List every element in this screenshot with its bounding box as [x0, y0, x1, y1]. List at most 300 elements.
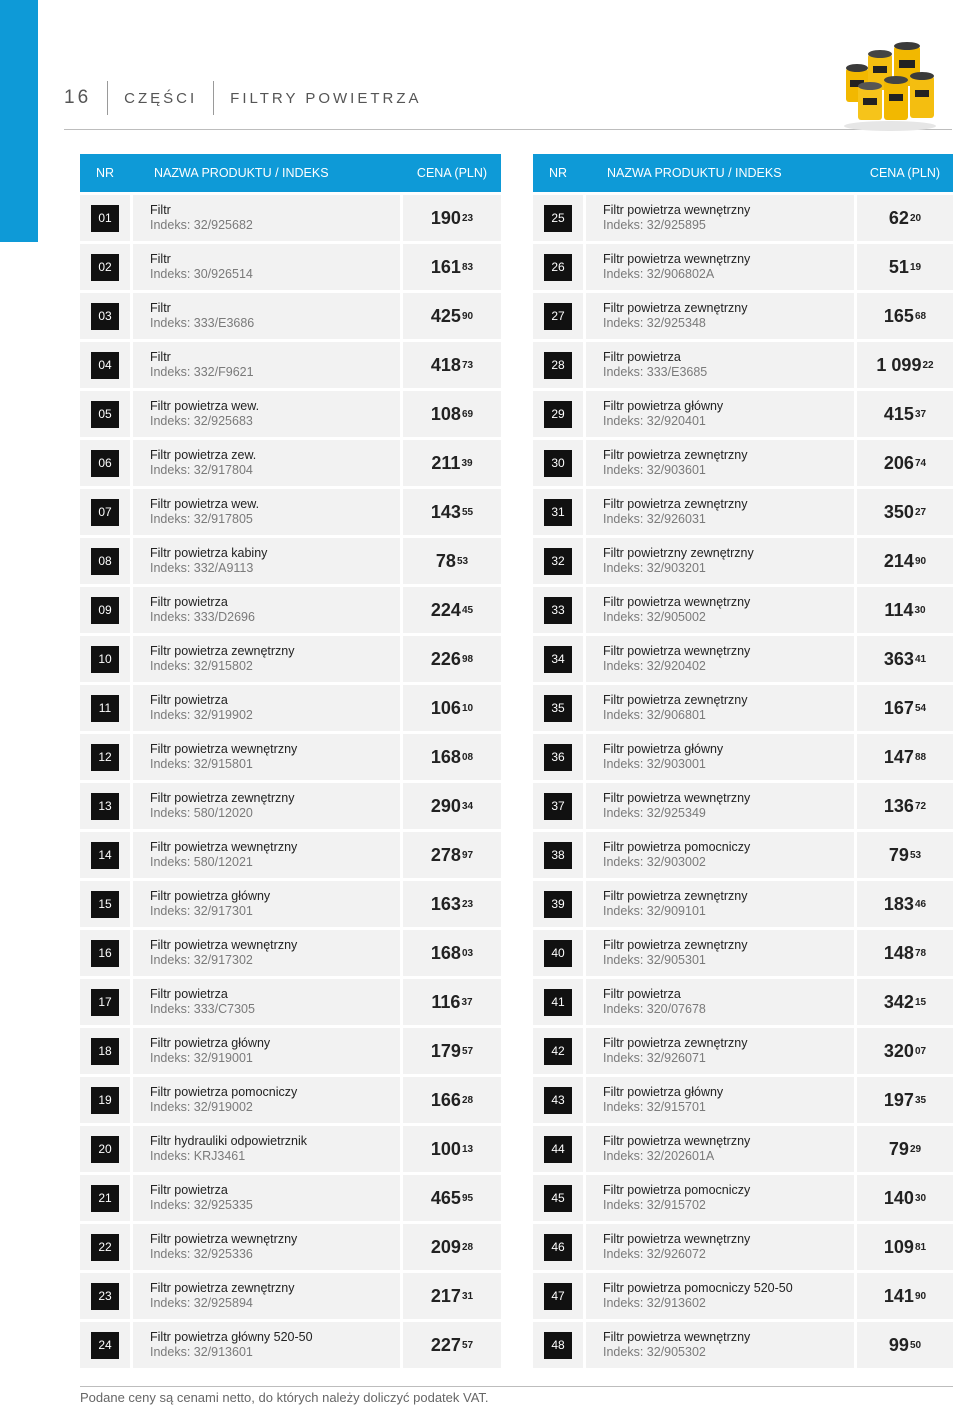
price-cents: 90 [461, 310, 474, 322]
section-title: CZĘŚCI [124, 89, 198, 107]
price-whole: 226 [430, 648, 461, 669]
row-number-cell [533, 636, 583, 682]
product-cell [586, 881, 854, 927]
product-name: Filtr powietrza zewnętrzny [603, 448, 748, 462]
price-cell [857, 1273, 953, 1319]
price-cents: 28 [461, 1094, 474, 1106]
price-cents: 20 [909, 212, 922, 224]
product-index: Indeks: 332/A9113 [150, 561, 254, 575]
price-whole: 190 [430, 207, 461, 228]
row-number-cell [533, 587, 583, 633]
price-cents: 97 [461, 849, 474, 861]
price-whole: 209 [430, 1236, 461, 1257]
row-number: 30 [544, 450, 572, 477]
price-whole: 148 [883, 942, 914, 963]
table-row [80, 1273, 501, 1319]
product-index: Indeks: 32/903601 [603, 463, 706, 477]
price-cell [403, 979, 501, 1025]
row-number: 04 [91, 352, 119, 379]
price-cents: 10 [461, 702, 474, 714]
row-number: 19 [91, 1087, 119, 1114]
product-index: Indeks: 32/903201 [603, 561, 706, 575]
product-cell [586, 587, 854, 633]
product-cell [586, 1028, 854, 1074]
price-cents: 15 [914, 996, 927, 1008]
row-number-cell [80, 930, 130, 976]
table-row [533, 342, 953, 388]
price-cents: 46 [914, 898, 927, 910]
product-name: Filtr [150, 252, 171, 266]
product-cell [586, 979, 854, 1025]
row-number-cell [80, 1028, 130, 1074]
row-number: 21 [91, 1185, 119, 1212]
table-row [533, 832, 953, 878]
price-cents: 88 [914, 751, 927, 763]
price-cell [857, 1077, 953, 1123]
product-index: Indeks: 32/925349 [603, 806, 706, 820]
product-cell [133, 881, 400, 927]
price-cents: 78 [914, 947, 927, 959]
price-whole: 78 [435, 550, 456, 571]
row-number-cell [533, 1175, 583, 1221]
row-number: 36 [544, 744, 572, 771]
price-cell [403, 1175, 501, 1221]
row-number-cell [533, 734, 583, 780]
product-index: Indeks: 32/905302 [603, 1345, 706, 1359]
product-cell [586, 342, 854, 388]
row-number-cell [80, 734, 130, 780]
table-row [80, 538, 501, 584]
price-cell [403, 734, 501, 780]
row-number: 08 [91, 548, 119, 575]
product-cell [586, 734, 854, 780]
table-row [80, 342, 501, 388]
table-row [80, 293, 501, 339]
price-cell [403, 783, 501, 829]
product-index: Indeks: 32/906801 [603, 708, 706, 722]
row-number: 37 [544, 793, 572, 820]
price-whole: 143 [430, 501, 461, 522]
price-whole: 278 [430, 844, 461, 865]
price-cents: 30 [914, 1192, 927, 1204]
product-cell [133, 244, 400, 290]
table-row [533, 1126, 953, 1172]
row-number: 06 [91, 450, 119, 477]
price-cents: 54 [914, 702, 927, 714]
product-cell [586, 1322, 854, 1368]
product-name: Filtr powietrza kabiny [150, 546, 268, 560]
row-number-cell [533, 1028, 583, 1074]
product-name: Filtr powietrza [150, 1183, 228, 1197]
product-index: Indeks: 32/915802 [150, 659, 253, 673]
table-row [80, 685, 501, 731]
row-number-cell [80, 342, 130, 388]
price-cell [857, 1028, 953, 1074]
price-cell [857, 1126, 953, 1172]
price-cell [403, 391, 501, 437]
price-cell [403, 538, 501, 584]
product-name: Filtr [150, 350, 171, 364]
table-row [533, 1175, 953, 1221]
product-name: Filtr powietrza zew. [150, 448, 257, 462]
row-number-cell [533, 1224, 583, 1270]
row-number: 05 [91, 401, 119, 428]
price-cell [857, 538, 953, 584]
price-cell [857, 930, 953, 976]
row-number-cell [80, 783, 130, 829]
price-cell [857, 587, 953, 633]
product-index: Indeks: 32/915702 [603, 1198, 706, 1212]
price-cell [857, 832, 953, 878]
row-number: 17 [91, 989, 119, 1016]
price-cell [857, 1224, 953, 1270]
product-index: Indeks: 333/E3685 [603, 365, 708, 379]
row-number: 48 [544, 1332, 572, 1359]
product-name: Filtr powietrza [150, 595, 228, 609]
row-number-cell [80, 1077, 130, 1123]
row-number: 45 [544, 1185, 572, 1212]
table-row [80, 1322, 501, 1368]
price-cents: 68 [914, 310, 927, 322]
product-index: Indeks: 580/12020 [150, 806, 253, 820]
price-cents: 81 [914, 1241, 927, 1253]
row-number: 43 [544, 1087, 572, 1114]
row-number-cell [533, 538, 583, 584]
product-index: Indeks: 32/925895 [603, 218, 706, 232]
table-row [80, 832, 501, 878]
price-whole: 109 [883, 1236, 914, 1257]
column-header-price: CENA (PLN) [869, 166, 941, 180]
product-name: Filtr powietrza wewnętrzny [603, 1232, 751, 1246]
table-row [533, 244, 953, 290]
product-name: Filtr powietrza główny [150, 889, 271, 903]
product-name: Filtr powietrza pomocniczy [603, 840, 751, 854]
row-number: 44 [544, 1136, 572, 1163]
product-index: Indeks: 32/913602 [603, 1296, 706, 1310]
row-number-cell [533, 685, 583, 731]
table-header [533, 154, 953, 192]
vat-note: Podane ceny są cenami netto, do których należy doliczyć podatek VAT. [80, 1390, 489, 1405]
price-cell [403, 1273, 501, 1319]
product-cell [133, 1322, 400, 1368]
row-number-cell [80, 489, 130, 535]
table-body [533, 195, 953, 1368]
product-name: Filtr powietrza główny [603, 742, 724, 756]
product-name: Filtr powietrza zewnętrzny [150, 644, 295, 658]
price-cell [403, 244, 501, 290]
product-name: Filtr powietrza wewnętrzny [603, 1330, 751, 1344]
product-index: Indeks: 32/915701 [603, 1100, 706, 1114]
product-index: Indeks: 32/909101 [603, 904, 706, 918]
price-cents: 23 [461, 212, 474, 224]
product-cell [586, 440, 854, 486]
product-index: Indeks: 32/905301 [603, 953, 706, 967]
header-rule [64, 129, 952, 130]
row-number-cell [80, 391, 130, 437]
product-name: Filtr powietrza zewnętrzny [603, 497, 748, 511]
table-row [80, 489, 501, 535]
product-cell [586, 1077, 854, 1123]
product-name: Filtr powietrza zewnętrzny [150, 1281, 295, 1295]
price-cell [403, 587, 501, 633]
row-number-cell [533, 1322, 583, 1368]
table-row [533, 734, 953, 780]
product-cell [586, 930, 854, 976]
product-index: Indeks: 32/926072 [603, 1247, 706, 1261]
product-cell [133, 930, 400, 976]
product-name: Filtr powietrza zewnętrzny [603, 889, 748, 903]
row-number-cell [80, 1175, 130, 1221]
row-number: 11 [91, 695, 119, 722]
price-cents: 30 [914, 604, 926, 616]
table-body [80, 195, 501, 1368]
price-whole: 161 [430, 256, 461, 277]
product-cell [133, 440, 400, 486]
product-name: Filtr powietrza wewnętrzny [150, 938, 298, 952]
price-whole: 51 [888, 256, 909, 277]
product-index: Indeks: 32/925894 [150, 1296, 253, 1310]
price-cents: 72 [914, 800, 927, 812]
table-row [533, 685, 953, 731]
product-name: Filtr powietrzny zewnętrzny [603, 546, 754, 560]
product-index: Indeks: 333/D2696 [150, 610, 255, 624]
row-number-cell [533, 979, 583, 1025]
table-row [533, 930, 953, 976]
price-whole: 418 [430, 354, 461, 375]
row-number-cell [80, 440, 130, 486]
price-whole: 214 [883, 550, 914, 571]
row-number-cell [533, 832, 583, 878]
row-number: 09 [91, 597, 119, 624]
price-cents: 19 [909, 261, 922, 273]
product-cell [586, 685, 854, 731]
price-whole: 227 [430, 1334, 461, 1355]
product-cell [133, 1077, 400, 1123]
row-number: 10 [91, 646, 119, 673]
table-row [533, 783, 953, 829]
row-number-cell [80, 1322, 130, 1368]
product-name: Filtr powietrza wewnętrzny [603, 595, 751, 609]
row-number-cell [80, 1126, 130, 1172]
price-cents: 50 [909, 1339, 922, 1351]
row-number-cell [80, 881, 130, 927]
product-cell [133, 391, 400, 437]
product-index: Indeks: 32/202601A [603, 1149, 715, 1163]
product-cell [133, 489, 400, 535]
price-whole: 224 [430, 599, 461, 620]
table-row [533, 1273, 953, 1319]
product-cell [586, 391, 854, 437]
table-row [533, 636, 953, 682]
price-whole: 163 [430, 893, 461, 914]
table-row [533, 391, 953, 437]
table-row [533, 538, 953, 584]
row-number: 20 [91, 1136, 119, 1163]
row-number-cell [533, 440, 583, 486]
product-name: Filtr powietrza zewnętrzny [603, 938, 748, 952]
product-name: Filtr powietrza główny [150, 1036, 271, 1050]
product-name: Filtr powietrza wewnętrzny [150, 840, 298, 854]
product-name: Filtr powietrza [603, 350, 681, 364]
price-cell [403, 832, 501, 878]
table-row [533, 293, 953, 339]
price-cents: 74 [914, 457, 927, 469]
row-number: 18 [91, 1038, 119, 1065]
price-cell [857, 244, 953, 290]
price-cents: 95 [461, 1192, 474, 1204]
price-cell [403, 930, 501, 976]
product-name: Filtr powietrza wewnętrzny [603, 203, 751, 217]
row-number: 41 [544, 989, 572, 1016]
row-number: 39 [544, 891, 572, 918]
row-number: 31 [544, 499, 572, 526]
row-number: 07 [91, 499, 119, 526]
product-name: Filtr powietrza zewnętrzny [603, 1036, 748, 1050]
product-cell [586, 783, 854, 829]
product-index: Indeks: 320/07678 [603, 1002, 706, 1016]
product-index: Indeks: 32/913601 [150, 1345, 253, 1359]
price-cents: 34 [461, 800, 474, 812]
price-whole: 147 [883, 746, 914, 767]
table-row [80, 930, 501, 976]
price-cell [403, 1224, 501, 1270]
price-whole: 415 [883, 403, 914, 424]
product-index: Indeks: 332/F9621 [150, 365, 254, 379]
product-cell [586, 1126, 854, 1172]
price-cell [403, 195, 501, 241]
column-header-price: CENA (PLN) [416, 166, 488, 180]
product-index: Indeks: 32/925683 [150, 414, 253, 428]
price-cell [857, 489, 953, 535]
page-number: 16 [64, 87, 92, 108]
table-row [533, 1028, 953, 1074]
row-number: 22 [91, 1234, 119, 1261]
price-table-left [80, 154, 501, 1371]
price-cents: 37 [914, 408, 927, 420]
product-name: Filtr powietrza pomocniczy 520-50 [603, 1281, 793, 1295]
price-table-right [533, 154, 953, 1371]
price-cell [857, 293, 953, 339]
row-number: 27 [544, 303, 572, 330]
product-name: Filtr powietrza główny [603, 399, 724, 413]
product-name: Filtr powietrza wew. [150, 399, 260, 413]
price-whole: 62 [888, 207, 909, 228]
table-row [533, 195, 953, 241]
row-number: 26 [544, 254, 572, 281]
price-whole: 179 [430, 1040, 461, 1061]
product-name: Filtr powietrza wewnętrzny [150, 1232, 298, 1246]
row-number: 25 [544, 205, 572, 232]
product-name: Filtr [150, 203, 171, 217]
row-number-cell [80, 636, 130, 682]
price-cents: 55 [461, 506, 474, 518]
table-header [80, 154, 501, 192]
price-whole: 79 [888, 844, 909, 865]
price-cents: 28 [461, 1241, 474, 1253]
product-name: Filtr powietrza wewnętrzny [603, 1134, 751, 1148]
product-name: Filtr powietrza zewnętrzny [603, 693, 748, 707]
row-number-cell [533, 489, 583, 535]
row-number-cell [533, 342, 583, 388]
row-number: 46 [544, 1234, 572, 1261]
row-number-cell [533, 195, 583, 241]
row-number-cell [80, 1224, 130, 1270]
price-whole: 166 [430, 1089, 461, 1110]
table-row [533, 440, 953, 486]
row-number-cell [533, 391, 583, 437]
product-cell [133, 1273, 400, 1319]
product-index: Indeks: 32/917804 [150, 463, 253, 477]
price-cell [403, 489, 501, 535]
product-name: Filtr powietrza [150, 693, 228, 707]
accent-bar [0, 0, 38, 242]
product-cell [586, 832, 854, 878]
price-cents: 13 [461, 1143, 474, 1155]
price-cents: 45 [461, 604, 474, 616]
price-cents: 90 [914, 555, 927, 567]
row-number-cell [80, 293, 130, 339]
table-row [533, 1077, 953, 1123]
price-whole: 350 [883, 501, 914, 522]
product-cell [586, 244, 854, 290]
product-index: Indeks: 30/926514 [150, 267, 253, 281]
product-index: Indeks: 32/917302 [150, 953, 253, 967]
price-cents: 98 [461, 653, 474, 665]
row-number-cell [80, 832, 130, 878]
table-row [80, 1028, 501, 1074]
price-whole: 168 [430, 942, 461, 963]
table-row [533, 587, 953, 633]
product-index: Indeks: 32/917301 [150, 904, 253, 918]
price-cents: 73 [461, 359, 474, 371]
table-row [533, 489, 953, 535]
product-name: Filtr powietrza główny [603, 1085, 724, 1099]
product-cell [133, 783, 400, 829]
row-number: 15 [91, 891, 119, 918]
row-number-cell [533, 1077, 583, 1123]
table-row [80, 979, 501, 1025]
product-cell [133, 685, 400, 731]
product-index: Indeks: 32/903002 [603, 855, 706, 869]
price-whole: 141 [883, 1285, 914, 1306]
price-cents: 29 [909, 1143, 922, 1155]
price-whole: 211 [431, 452, 461, 473]
price-cents: 03 [461, 947, 474, 959]
product-cell [586, 195, 854, 241]
price-cell [403, 342, 501, 388]
price-cell [857, 195, 953, 241]
table-row [80, 1224, 501, 1270]
row-number: 35 [544, 695, 572, 722]
price-whole: 167 [883, 697, 914, 718]
product-cell [133, 587, 400, 633]
price-cell [403, 881, 501, 927]
product-cell [133, 1175, 400, 1221]
product-name: Filtr powietrza wewnętrzny [603, 644, 751, 658]
row-number-cell [533, 293, 583, 339]
price-cell [403, 1028, 501, 1074]
product-cell [586, 636, 854, 682]
price-cell [403, 293, 501, 339]
price-cell [857, 783, 953, 829]
row-number: 16 [91, 940, 119, 967]
price-whole: 342 [883, 991, 914, 1012]
row-number: 24 [91, 1332, 119, 1359]
table-row [80, 195, 501, 241]
price-cents: 57 [461, 1045, 474, 1057]
header-divider [213, 81, 214, 115]
price-cents: 23 [461, 898, 474, 910]
